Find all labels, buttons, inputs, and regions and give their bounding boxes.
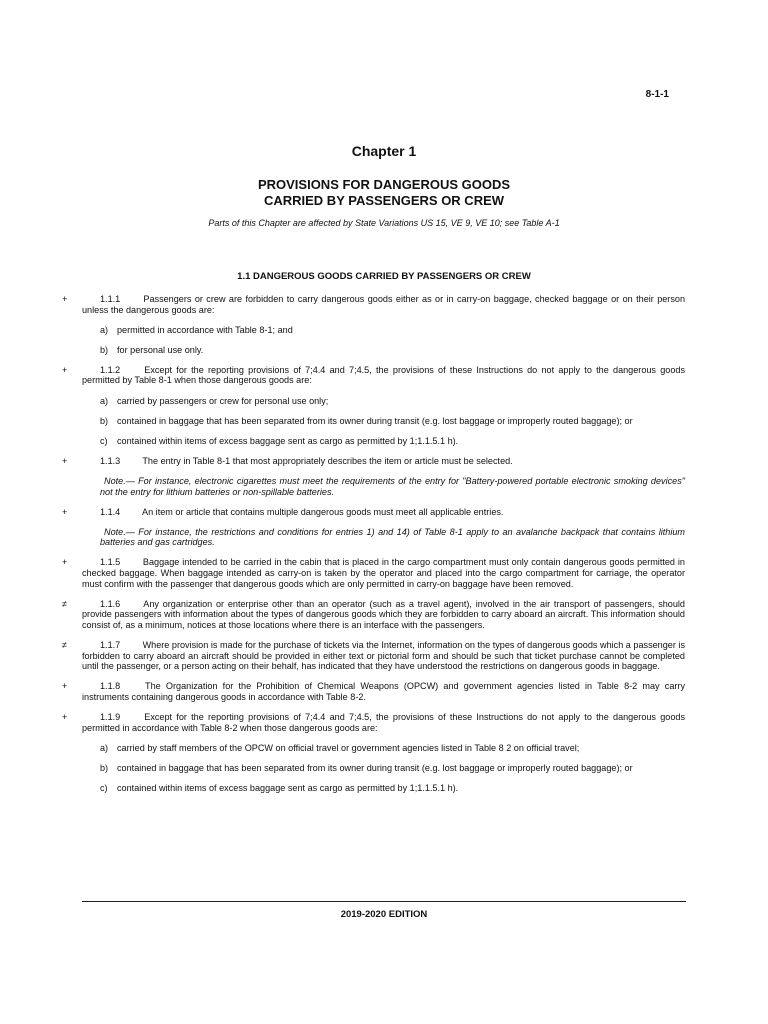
list-item-label: a) (100, 324, 109, 335)
note-label: Note.— (104, 526, 135, 537)
chapter-content (62, 294, 686, 803)
change-mark: ≠ (62, 598, 67, 609)
change-mark: ≠ (62, 639, 67, 650)
list-item-label: a) (100, 395, 109, 406)
change-mark: + (62, 364, 68, 375)
paragraph-number: 1.1.4 (100, 506, 121, 517)
chapter-title (0, 177, 768, 209)
paragraph-number: 1.1.5 (100, 557, 121, 568)
change-mark: + (62, 681, 68, 692)
section-heading: 1.1 DANGEROUS GOODS CARRIED BY PASSENGERS OR CREW (237, 271, 531, 282)
paragraph-number: 1.1.7 (100, 639, 121, 650)
note (82, 476, 685, 497)
chapter-title-line-2: CARRIED BY PASSENGERS OR CREW (263, 193, 505, 208)
paragraph-number: 1.1.2 (100, 364, 121, 375)
list-item (82, 396, 685, 407)
list-item-label: a) (100, 742, 109, 753)
list-item-text: carried by staff members of the OPCW on official travel or government agencies listed in Table 8 2 on official travel; (117, 742, 580, 753)
paragraph-1-1-7 (62, 639, 685, 672)
paragraph-text: Any organization or enterprise other than an operator (such as a travel agent), involved in the air transport of passengers, should provide passengers with information about the types of dangerous goods which they are forbidden to carry aboard an aircraft. This information should consist of, as a minimum, notices at those locations where there is an interface with the passengers. (82, 598, 685, 630)
list-item-text: contained within items of excess baggage sent as cargo as permitted by 1;1.1.5.1 h). (117, 435, 459, 446)
paragraph-text: Baggage intended to be carried in the cabin that is placed in the cargo compartment must only contain dangerous goods permitted in checked baggage. When baggage intended as carry-on is taken by the operator and placed into the cargo compartment for carriage, the operator must confirm with the passenger that dangerous goods which are only permitted in carry-on baggage have been removed. (82, 557, 685, 589)
paragraph-1-1-9 (62, 711, 685, 733)
paragraph-number: 1.1.6 (100, 598, 121, 609)
paragraph-text: Where provision is made for the purchase of tickets via the Internet, information on the types of dangerous goods which a passenger is forbidden to carry aboard an aircraft should be provided in either text or pictorial form and should be such that ticket purchase cannot be completed until the passenger, or a person acting on their behalf, has indicated that they have understood the restrictions on dangerous goods in baggage. (82, 639, 685, 672)
note-text: For instance, electronic cigarettes must meet the requirements of the entry for "Battery-powered portable electronic smoking devices" not the entry for lithium batteries or non-spillable batteries. (100, 475, 685, 497)
chapter-title-line-1: PROVISIONS FOR DANGEROUS GOODS (257, 177, 511, 192)
paragraph-text: The Organization for the Prohibition of Chemical Weapons (OPCW) and government agencies listed in Table 8-2 may carry instruments containing dangerous goods in accordance with Table 8-2. (82, 681, 685, 702)
paragraph-1-1-1 (62, 294, 686, 315)
list-item-text: contained in baggage that has been separated from its owner during transit (e.g. lost baggage or improperly routed baggage); or (117, 415, 633, 426)
list-item (82, 416, 685, 427)
paragraph-number: 1.1.9 (100, 711, 121, 722)
state-variations-note: Parts of this Chapter are affected by State Variations US 15, VE 9, VE 10; see Table A-1 (208, 218, 560, 228)
paragraph-1-1-2 (62, 364, 685, 386)
list-item-label: c) (100, 782, 108, 793)
paragraph-1-1-3 (62, 455, 685, 467)
list-item-text: contained within items of excess baggage sent as cargo as permitted by 1;1.1.5.1 h). (117, 782, 459, 793)
chapter-label: Chapter 1 (351, 143, 417, 159)
change-mark: + (62, 455, 68, 466)
list-item-text: for personal use only. (117, 344, 204, 355)
list-item (82, 743, 685, 754)
change-mark: + (62, 557, 68, 568)
note-label: Note.— (104, 475, 135, 486)
list-item-text: contained in baggage that has been separated from its owner during transit (e.g. lost baggage or improperly routed baggage); or (117, 762, 633, 773)
change-mark: + (62, 294, 68, 304)
paragraph-text: Except for the reporting provisions of 7;4.4 and 7;4.5, the provisions of these Instructions do not apply to the dangerous goods permitted by Table 8-1 when those dangerous goods are: (82, 364, 685, 386)
paragraph-text: Passengers or crew are forbidden to carry dangerous goods either as or in carry-on baggage, checked baggage or on their person unless the dangerous goods are: (82, 294, 686, 315)
list-item-label: b) (100, 762, 109, 773)
paragraph-text: An item or article that contains multiple dangerous goods must meet all applicable entries. (142, 506, 504, 517)
list-item-label: c) (100, 435, 108, 446)
list-item-label: b) (100, 344, 109, 355)
list-item (82, 436, 685, 447)
paragraph-1-1-8 (62, 681, 685, 702)
edition-footer: 2019-2020 EDITION (340, 909, 428, 920)
paragraph-number: 1.1.3 (100, 455, 121, 466)
page-number: 8-1-1 (645, 89, 669, 100)
list-item (82, 763, 685, 774)
list-item-text: carried by passengers or crew for personal use only; (117, 395, 329, 406)
list-item (82, 345, 685, 356)
paragraph-1-1-5 (62, 557, 685, 589)
change-mark: + (62, 711, 68, 722)
list-item (82, 325, 685, 336)
paragraph-number: 1.1.8 (100, 681, 121, 692)
change-mark: + (62, 506, 68, 517)
list-item-label: b) (100, 415, 109, 426)
list-item-text: permitted in accordance with Table 8-1; and (117, 324, 293, 335)
note (82, 527, 685, 548)
list-item (82, 783, 685, 794)
note-text: For instance, the restrictions and conditions for entries 1) and 14) of Table 8-1 apply to an avalanche backpack that contains lithium batteries and gas cartridges. (100, 526, 685, 548)
paragraph-1-1-6 (62, 598, 685, 631)
paragraph-text: Except for the reporting provisions of 7;4.4 and 7;4.5, the provisions of these Instructions do not apply to the dangerous goods permitted in accordance with Table 8-2 when those dangerous goods are: (82, 711, 685, 733)
footer-rule (82, 901, 686, 902)
paragraph-1-1-4 (62, 506, 685, 518)
paragraph-number: 1.1.1 (100, 294, 121, 304)
paragraph-text: The entry in Table 8-1 that most appropriately describes the item or article must be selected. (142, 455, 513, 466)
